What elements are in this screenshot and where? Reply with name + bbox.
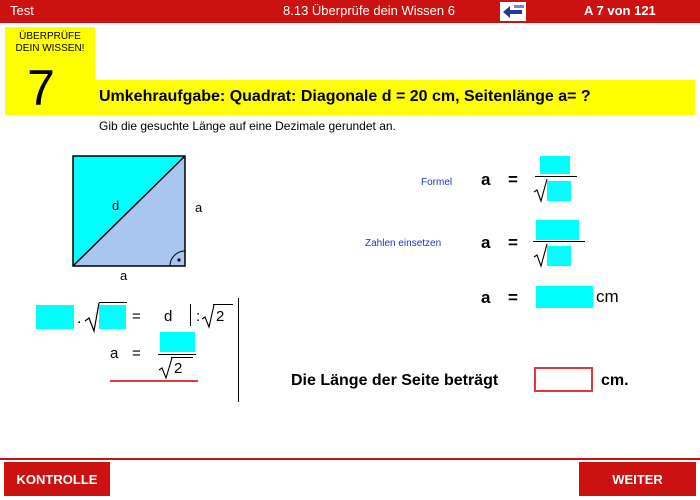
label-a-right: a: [195, 200, 203, 215]
exercise-number: 7: [27, 60, 55, 116]
exercise-badge: [5, 27, 95, 115]
square-figure: [70, 154, 220, 284]
substitute-numerator-field[interactable]: [536, 220, 579, 240]
top-bar: [0, 0, 700, 23]
label-d: d: [112, 198, 120, 213]
formel-label: Formel: [421, 177, 453, 188]
sqrt-bar-3: [171, 357, 193, 358]
numerator-field[interactable]: [160, 332, 195, 352]
sqrt-sign-3: [158, 356, 174, 380]
formel-denominator-field[interactable]: [547, 181, 571, 201]
derivation-dot: .: [77, 310, 82, 327]
derivation-equals-2: =: [132, 345, 141, 362]
exercise-title: Umkehraufgabe: Quadrat: Diagonale d = 20 cm, Seitenlänge a= ?: [99, 88, 591, 105]
badge-line-2: DEIN WISSEN!: [15, 43, 85, 54]
bottom-divider: [0, 458, 700, 460]
derivation-a: a: [110, 345, 119, 362]
fraction-bar: [158, 354, 196, 355]
answer-unit: cm.: [601, 372, 629, 389]
sqrt-sign-2: [201, 303, 215, 329]
nav-logo-icon[interactable]: [500, 2, 526, 21]
result-field[interactable]: [536, 286, 593, 308]
instruction-text: Gib die gesuchte Länge auf eine Dezimale gerundet an.: [99, 119, 396, 133]
substitute-equals: =: [508, 233, 518, 252]
result-underline: [110, 380, 198, 382]
window-title: 8.13 Überprüfe dein Wissen 6: [283, 3, 455, 18]
right-angle-dot: [177, 258, 180, 261]
app-label: Test: [10, 3, 34, 18]
divide-operator: :: [196, 308, 201, 325]
vertical-divider: [238, 298, 239, 402]
derivation-equals: =: [132, 308, 141, 325]
kontrolle-button[interactable]: KONTROLLE: [4, 462, 110, 496]
label-a-bottom: a: [120, 268, 128, 283]
answer-sentence: Die Länge der Seite beträgt: [291, 372, 499, 389]
title-bar: [95, 80, 695, 115]
radicand-1: 2: [216, 308, 225, 325]
zahlen-einsetzen-label: Zahlen einsetzen: [365, 238, 442, 249]
sqrt-bar-1: [99, 302, 127, 303]
radicand-2: 2: [174, 360, 183, 377]
sqrt-sign-1: [84, 301, 100, 333]
derivation-field-2[interactable]: [99, 305, 126, 329]
result-equals: =: [508, 288, 518, 307]
sqrt-bar-2: [213, 304, 233, 305]
substitute-denominator-field[interactable]: [547, 246, 571, 266]
substitute-a: a: [481, 233, 491, 252]
weiter-button[interactable]: WEITER: [579, 462, 696, 496]
formula-equals: =: [508, 170, 518, 189]
operation-bar: [190, 304, 191, 326]
page-counter: A 7 von 121: [584, 3, 656, 18]
derivation-d: d: [164, 308, 173, 325]
formel-numerator-field[interactable]: [540, 156, 570, 174]
result-unit: cm: [596, 287, 619, 306]
badge-line-1: ÜBERPRÜFE: [19, 31, 81, 42]
answer-input[interactable]: [534, 367, 593, 392]
result-a: a: [481, 288, 491, 307]
formula-a: a: [481, 170, 491, 189]
derivation-field-1[interactable]: [36, 305, 74, 329]
